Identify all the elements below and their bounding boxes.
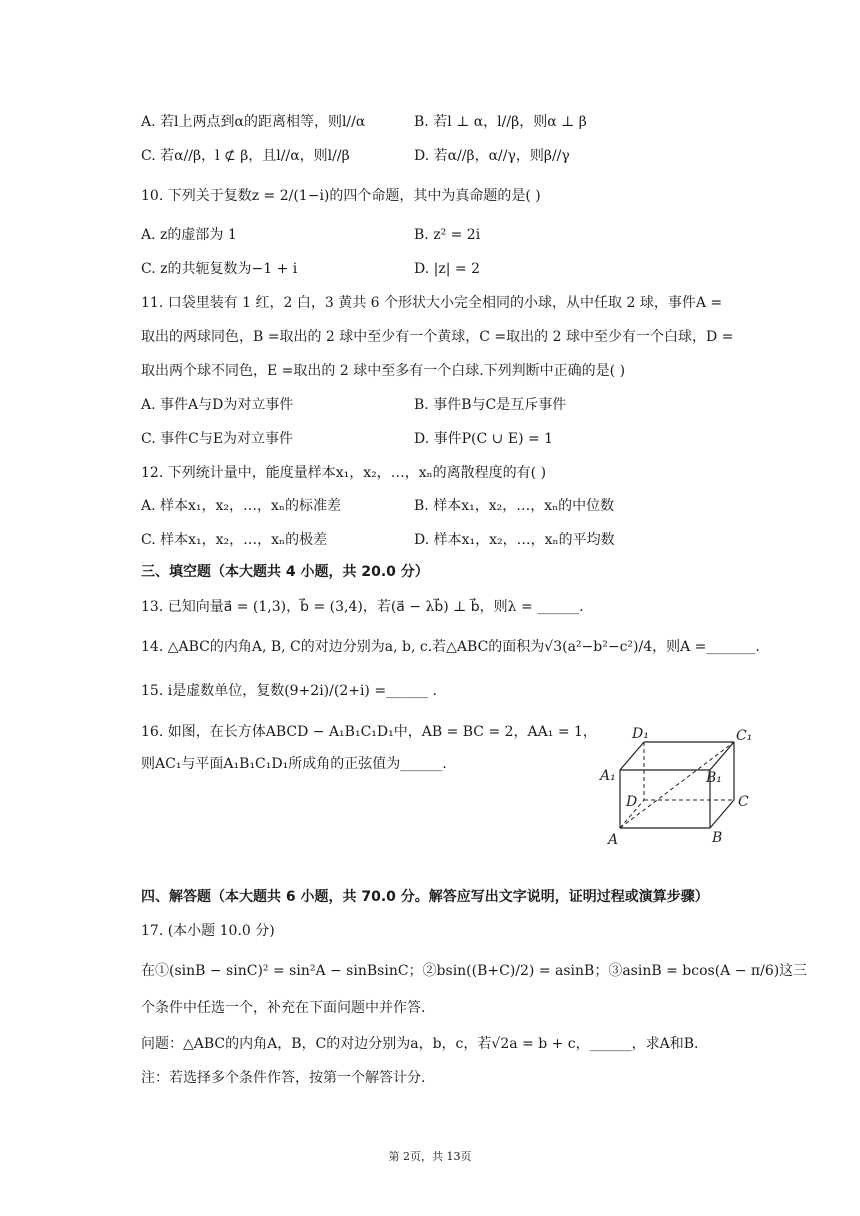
- q12-stem: 12. 下列统计量中，能度量样本x₁，x₂，…，xₙ的离散程度的有( ): [141, 465, 547, 481]
- q17-line-1: 在①(sinB − sinC)² = sin²A − sinBsinC；②bsin((B+C)/2) = asinB；③asinB = bcos(A − π/6)这三: [141, 963, 808, 979]
- q10-option-a: A. z的虚部为 1: [141, 227, 237, 243]
- q12-option-b: B. 样本x₁，x₂，…，xₙ的中位数: [414, 498, 615, 514]
- label-a1: A₁: [600, 768, 616, 784]
- edge-b1-c1: [710, 742, 734, 770]
- cuboid-diagram: [596, 720, 756, 850]
- label-d1: D₁: [632, 726, 649, 742]
- section-3-heading: 三、填空题（本大题共 4 小题，共 20.0 分）: [141, 564, 429, 580]
- label-a: A: [608, 832, 619, 848]
- q10-option-b: B. z² = 2i: [414, 227, 481, 243]
- q12-option-c: C. 样本x₁，x₂，…，xₙ的极差: [141, 532, 328, 548]
- q10-option-d: D. |z| = 2: [414, 261, 480, 277]
- edge-b-c: [710, 800, 734, 828]
- q9-option-c: C. 若α//β，l ⊄ β，且l//α，则l//β: [141, 148, 350, 164]
- q15: 15. i是虚数单位，复数(9+2i)/(2+i) =______ .: [141, 683, 437, 699]
- q9-option-b: B. 若l ⊥ α，l//β，则α ⊥ β: [414, 114, 587, 130]
- q9-option-d: D. 若α//β，α//γ，则β//γ: [414, 148, 570, 164]
- label-b: B: [712, 830, 723, 846]
- edge-d1-a1: [620, 742, 644, 770]
- cuboid-figure: [596, 720, 756, 854]
- q12-option-d: D. 样本x₁，x₂，…，xₙ的平均数: [414, 532, 615, 548]
- q11-line-2: 取出的两球同色，B =取出的 2 球中至少有一个黄球，C =取出的 2 球中至少有一个白球，D =: [141, 329, 734, 345]
- q14: 14. △ABC的内角A, B, C的对边分别为a, b, c.若△ABC的面积为√3(a²−b²−c²)/4，则A =_______.: [141, 639, 760, 655]
- q10-stem: 10. 下列关于复数z = 2/(1−i)的四个命题，其中为真命题的是( ): [141, 188, 541, 204]
- section-4-heading: 四、解答题（本大题共 6 小题，共 70.0 分。解答应写出文字说明，证明过程或演算步骤）: [141, 889, 709, 905]
- q16-line-1: 16. 如图，在长方体ABCD − A₁B₁C₁D₁中，AB = BC = 2，AA₁ = 1，: [141, 724, 597, 740]
- q11-option-c: C. 事件C与E为对立事件: [141, 431, 294, 447]
- q17-line-2: 个条件中任选一个，补充在下面问题中并作答.: [141, 1000, 426, 1016]
- q13: 13. 已知向量a⃗ = (1,3)，b⃗ = (3,4)，若(a⃗ − λb⃗) ⊥ b⃗，则λ = ______.: [141, 599, 584, 615]
- page-footer: 第 2页，共 13页: [388, 1150, 472, 1163]
- q11-option-a: A. 事件A与D为对立事件: [141, 397, 294, 413]
- q11-option-d: D. 事件P(C ∪ E) = 1: [414, 431, 554, 447]
- q17-line-4: 注：若选择多个条件作答，按第一个解答计分.: [141, 1070, 426, 1086]
- q9-option-a: A. 若l上两点到α的距离相等，则l//α: [141, 114, 366, 130]
- q16-line-2: 则AC₁与平面A₁B₁C₁D₁所成角的正弦值为______.: [141, 756, 447, 772]
- q17-line-3: 问题：△ABC的内角A，B，C的对边分别为a，b，c，若√2a = b + c，______，求A和B.: [141, 1036, 699, 1052]
- label-c: C: [738, 794, 749, 810]
- label-c1: C₁: [736, 728, 753, 744]
- q17-heading: 17. (本小题 10.0 分): [141, 923, 275, 939]
- q11-line-3: 取出两个球不同色，E =取出的 2 球中至多有一个白球.下列判断中正确的是( ): [141, 363, 626, 379]
- q11-option-b: B. 事件B与C是互斥事件: [414, 397, 567, 413]
- q11-line-1: 11. 口袋里装有 1 红，2 白，3 黄共 6 个形状大小完全相同的小球，从中任取 2 球，事件A =: [141, 295, 723, 311]
- label-b1: B₁: [706, 770, 722, 786]
- q12-option-a: A. 样本x₁，x₂，…，xₙ的标准差: [141, 498, 341, 514]
- q10-option-c: C. z的共轭复数为−1 + i: [141, 261, 298, 277]
- label-d: D: [626, 794, 638, 810]
